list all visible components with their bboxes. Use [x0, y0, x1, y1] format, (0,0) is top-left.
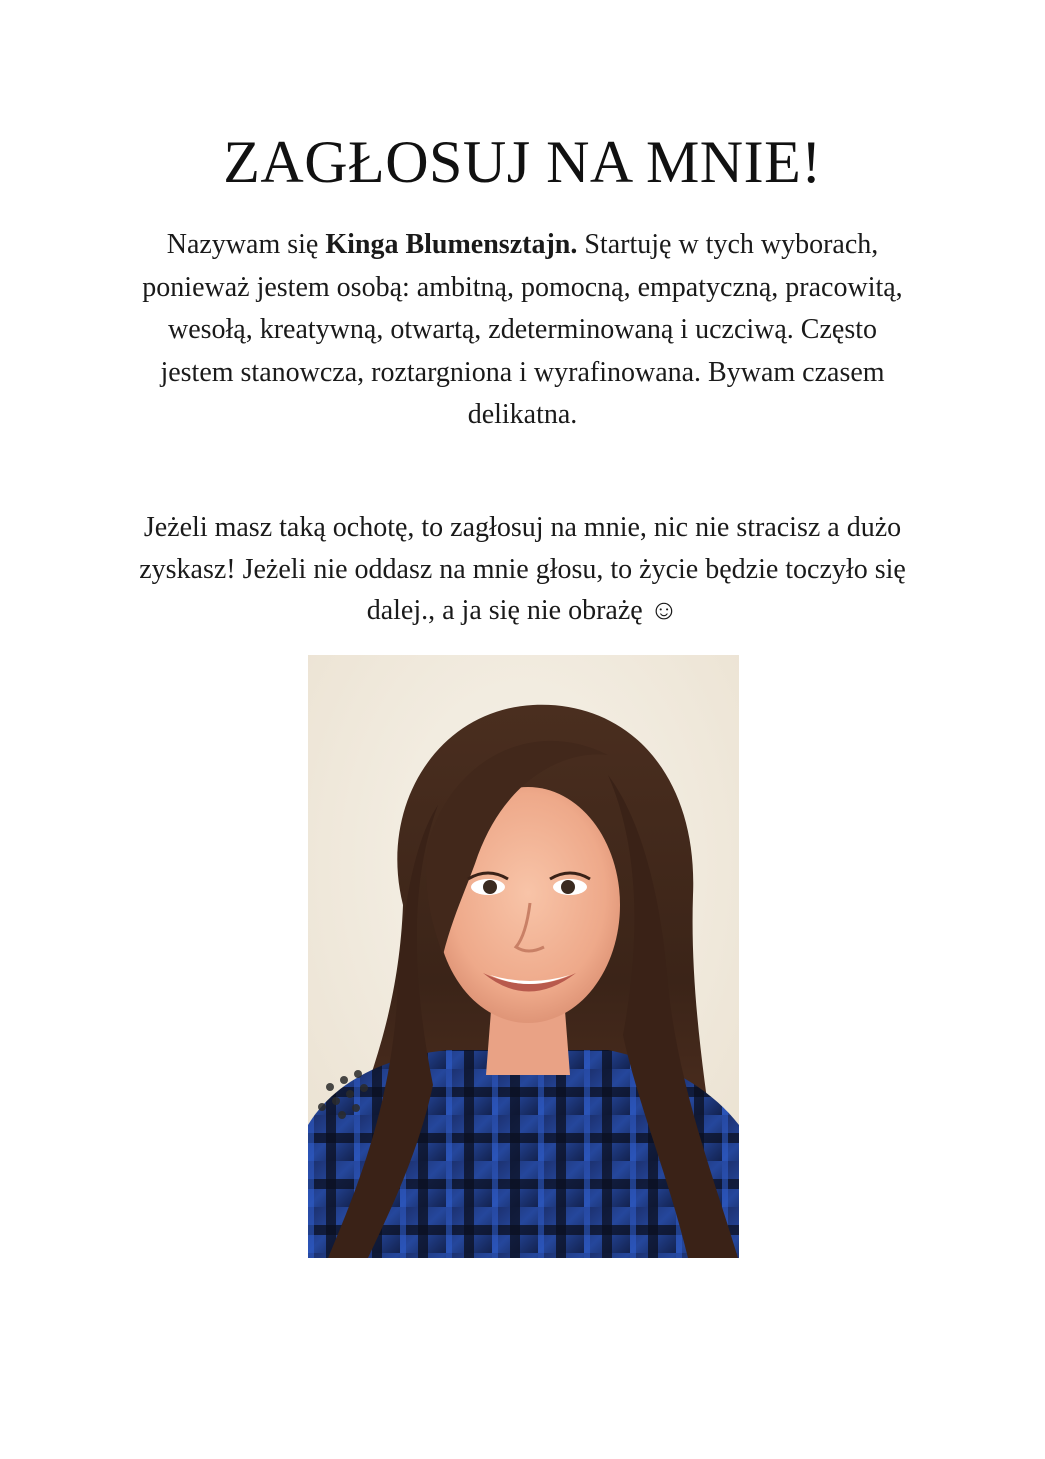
poster-title: ZAGŁOSUJ NA MNIE!	[223, 129, 822, 195]
candidate-name: Kinga Blumensztajn.	[325, 229, 578, 260]
appeal-paragraph: Jeżeli masz taką ochotę, to zagłosuj na mnie, nic nie stracisz a dużo zyskasz! Jeżeli nie oddasz na mnie głosu, to życie będzie toczyło się dalej., a ja się nie obrażę ☺	[139, 512, 906, 626]
intro-prefix: Nazywam się	[166, 229, 326, 260]
candidate-photo	[308, 655, 739, 1258]
intro-suffix: Startuję w tych wyborach, ponieważ jestem osobą: ambitną, pomocną, empatyczną, pracowitą, wesołą, kreatywną, otwartą, zdeterminowaną i uczciwą. Często jestem stanowcza, roztargniona i wyrafinowana. Bywam czasem delikatna.	[142, 229, 903, 430]
intro-paragraph	[140, 224, 905, 437]
